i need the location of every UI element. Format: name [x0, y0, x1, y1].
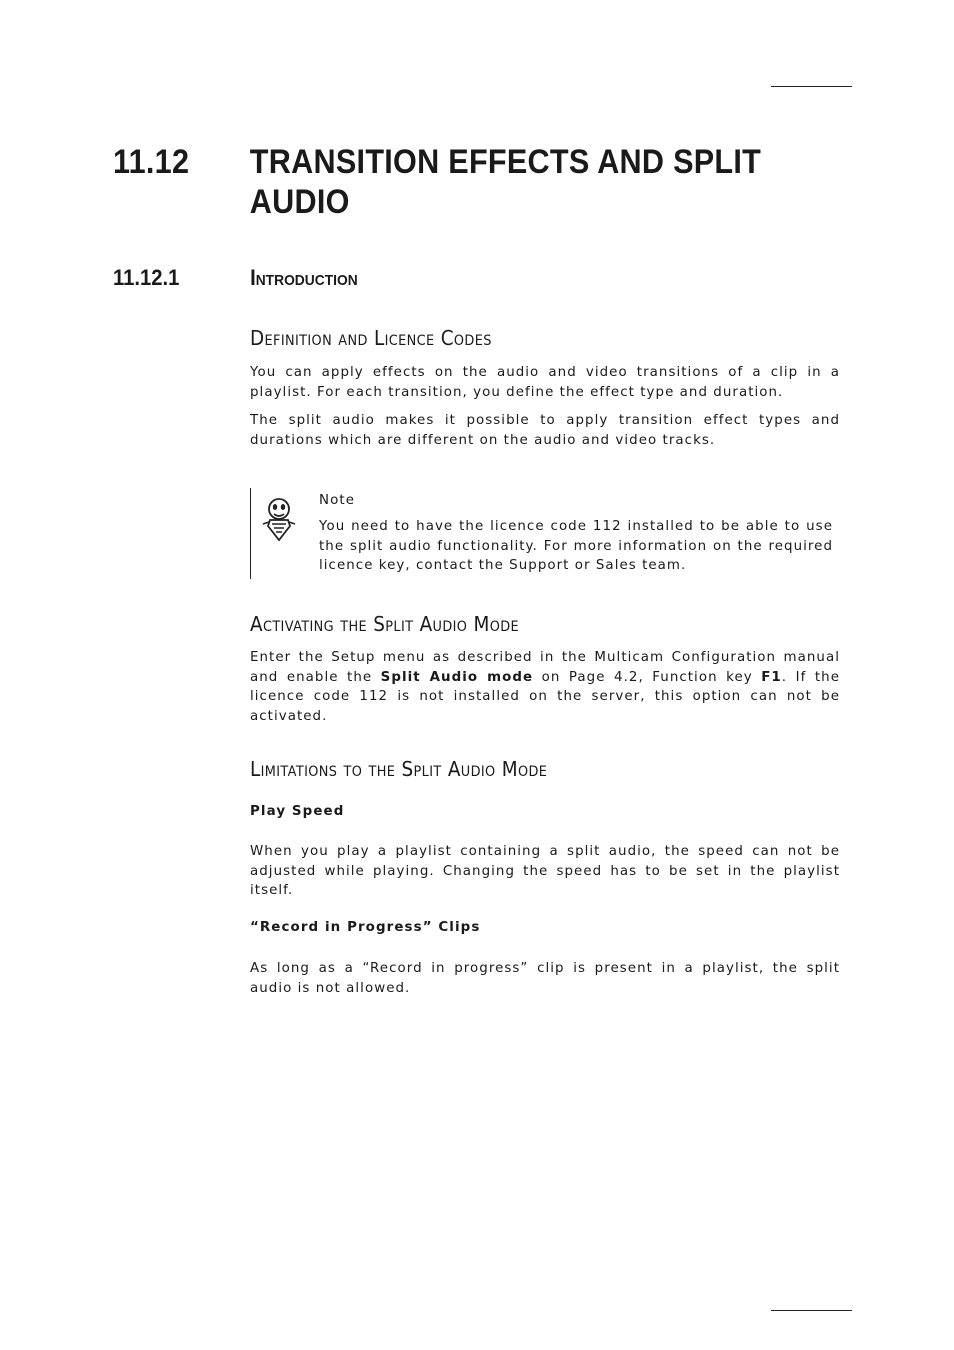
subsection-definition-title: Definition and Licence Codes — [250, 326, 492, 350]
definition-paragraph-2: The split audio makes it possible to apply transition effect types and durations which are different on the audio and video tracks. — [250, 413, 840, 448]
note-label: Note — [319, 493, 356, 508]
header-rule — [771, 86, 852, 87]
chapter-number: 11.12 — [113, 143, 190, 181]
note-text: You need to have the licence code 112 installed to be able to use the split audio functionality. For more information on the required licence key, contact the Support or Sales team. — [319, 519, 833, 573]
split-audio-mode-term: Split Audio mode — [380, 669, 534, 685]
f1-key-term: F1 — [761, 669, 782, 685]
chapter-title: TRANSITION EFFECTS AND SPLIT AUDIO — [249, 143, 762, 221]
definition-paragraph-1: You can apply effects on the audio and video transitions of a clip in a playlist. For each transition, you define the effect type and duration. — [250, 365, 840, 400]
section-number: 11.12.1 — [113, 265, 180, 290]
play-speed-text: When you play a playlist containing a split audio, the speed can not be adjusted while playing. Changing the speed has to be set in the playlist itself. — [250, 844, 840, 898]
section-title: Introduction — [250, 265, 358, 290]
footer-rule — [771, 1310, 852, 1311]
activating-paragraph — [250, 648, 840, 726]
note-divider — [250, 488, 251, 579]
activating-text-1: Enter the Setup menu as described in the Multicam Configuration manual and enable the — [250, 650, 840, 685]
record-in-progress-text: As long as a “Record in progress” clip is present in a playlist, the split audio is not allowed. — [250, 961, 840, 996]
play-speed-heading: Play Speed — [250, 804, 345, 819]
activating-text-2: on Page 4.2, Function key — [533, 669, 762, 685]
subsection-limitations-title: Limitations to the Split Audio Mode — [250, 757, 548, 781]
record-in-progress-heading: “Record in Progress” Clips — [250, 920, 481, 935]
subsection-activating-title: Activating the Split Audio Mode — [250, 612, 520, 636]
note-icon — [260, 496, 296, 542]
activating-text-3: . If the licence code 112 is not installed on the server, this option can not be activated. — [250, 669, 840, 724]
